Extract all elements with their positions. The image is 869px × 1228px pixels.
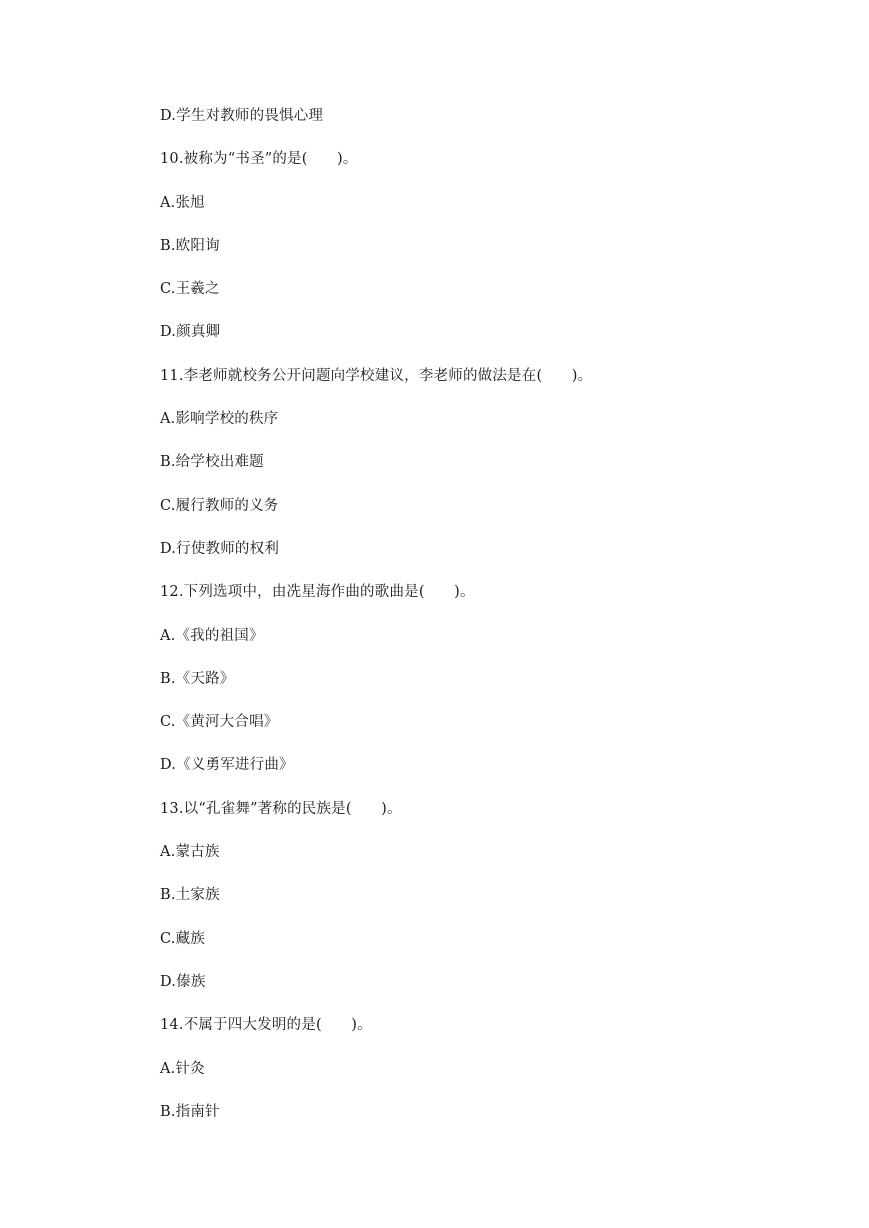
option-12-d: D.《义勇军进行曲》 (160, 757, 294, 774)
option-12-a: A.《我的祖国》 (160, 627, 264, 644)
option-10-b: B.欧阳询 (160, 237, 220, 254)
option-13-b: B.土家族 (160, 887, 220, 904)
option-11-c: C.履行教师的义务 (160, 497, 279, 514)
option-11-b: B.给学校出难题 (160, 454, 264, 471)
option-10-a: A.张旭 (160, 194, 205, 211)
option-9-d: D.学生对教师的畏惧心理 (160, 108, 324, 124)
question-13: 13.以“孔雀舞”著称的民族是( )。 (160, 800, 402, 817)
question-12: 12.下列选项中，由冼星海作曲的歌曲是( )。 (160, 584, 475, 601)
option-14-b: B.指南针 (160, 1103, 220, 1120)
option-13-d: D.傣族 (160, 973, 206, 990)
option-11-a: A.影响学校的秩序 (160, 411, 279, 428)
option-11-d: D.行使教师的权利 (160, 540, 280, 557)
option-12-b: B.《天路》 (160, 670, 235, 687)
option-10-d: D.颜真卿 (160, 324, 221, 341)
option-13-c: C.藏族 (160, 930, 205, 947)
question-list (160, 103, 820, 1142)
option-12-c: C.《黄河大合唱》 (160, 714, 279, 731)
option-13-a: A.蒙古族 (160, 844, 220, 861)
option-14-a: A.针灸 (160, 1060, 205, 1077)
question-14: 14.不属于四大发明的是( )。 (160, 1017, 372, 1034)
option-10-c: C.王羲之 (160, 281, 220, 298)
question-11: 11.李老师就校务公开问题向学校建议，李老师的做法是在( )。 (160, 367, 593, 384)
question-10: 10.被称为“书圣”的是( )。 (160, 151, 358, 168)
